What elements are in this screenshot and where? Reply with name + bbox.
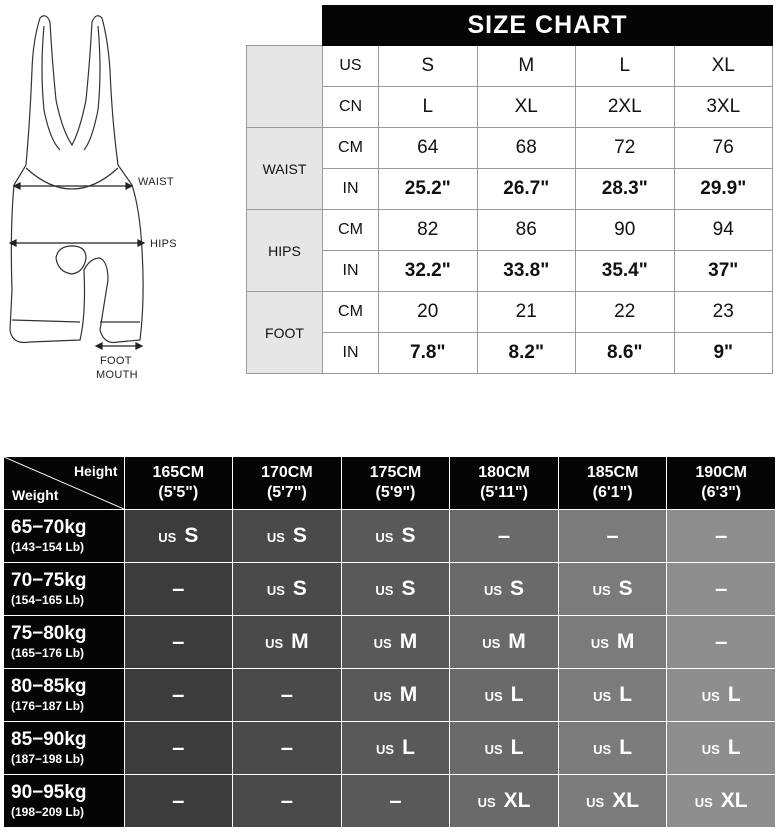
us-size: S (379, 46, 478, 87)
measure-cell: 9" (674, 333, 773, 374)
fit-size: S (401, 524, 416, 547)
fit-size-cell (233, 616, 342, 669)
weight-lb: (143−154 Lb) (11, 540, 85, 554)
no-fit-dash: – (172, 682, 185, 707)
us-prefix: US (266, 583, 285, 598)
fit-size-cell (450, 669, 559, 722)
cn-size: 2XL (576, 87, 675, 128)
fit-size: L (619, 736, 633, 759)
no-fit-dash: – (280, 788, 293, 813)
fit-size-cell (124, 510, 233, 563)
height-column-header: 175CM (5'9") (341, 457, 450, 510)
us-prefix: US (265, 636, 284, 651)
weight-row-header (4, 616, 124, 669)
height-weight-corner (4, 457, 124, 510)
weight-lb: (198−209 Lb) (11, 805, 85, 819)
us-prefix: US (484, 689, 503, 704)
fit-size: S (510, 577, 525, 600)
height-column-header: 170CM (5'7") (233, 457, 342, 510)
fit-size: L (510, 683, 524, 706)
fit-size-cell (233, 722, 342, 775)
us-prefix: US (484, 742, 503, 757)
fit-size-cell (233, 775, 342, 828)
measure-cell: 82 (379, 210, 478, 251)
weight-row-header (4, 722, 124, 775)
fit-row (4, 616, 776, 669)
weight-row-header (4, 563, 124, 616)
weight-kg: 80−85kg (11, 676, 87, 697)
measure-cell: 90 (576, 210, 675, 251)
group-label-foot: FOOT (247, 292, 323, 374)
no-fit-dash: – (280, 682, 293, 707)
us-prefix: US (375, 583, 394, 598)
cn-size: L (379, 87, 478, 128)
measure-cell: 21 (477, 292, 576, 333)
us-label: US (323, 46, 379, 87)
no-fit-dash: – (172, 576, 185, 601)
fit-size: S (618, 577, 633, 600)
fit-size: M (291, 630, 309, 653)
cm-label: CM (323, 292, 379, 333)
fit-size: XL (612, 789, 640, 812)
fit-size-cell (450, 775, 559, 828)
fit-size: L (727, 736, 741, 759)
measure-cell: 20 (379, 292, 478, 333)
fit-size-cell (667, 563, 776, 616)
size-chart-table (246, 5, 773, 374)
measure-cell: 22 (576, 292, 675, 333)
no-fit-dash: – (172, 629, 185, 654)
height-column-header: 180CM (5'11") (450, 457, 559, 510)
fit-row (4, 775, 776, 828)
fit-size-cell (558, 669, 667, 722)
fit-size: M (399, 683, 418, 706)
weight-header-label: Weight (12, 487, 59, 503)
weight-kg: 75−80kg (11, 623, 87, 644)
measure-cell: 26.7" (477, 169, 576, 210)
fit-size: S (292, 577, 307, 600)
no-fit-dash: – (715, 629, 728, 654)
us-size: XL (674, 46, 773, 87)
fit-size: S (184, 524, 199, 547)
waist-label: WAIST (138, 176, 174, 188)
measure-cell: 86 (477, 210, 576, 251)
fit-size: M (508, 630, 526, 653)
fit-size-cell (341, 616, 450, 669)
fit-size: M (399, 630, 418, 653)
fit-size-cell (667, 775, 776, 828)
fit-size-cell (341, 775, 450, 828)
us-prefix: US (593, 689, 612, 704)
measure-cell: 35.4" (576, 251, 675, 292)
us-prefix: US (694, 795, 713, 810)
fit-size-cell (558, 510, 667, 563)
fit-size-cell (558, 616, 667, 669)
hips-label: HIPS (150, 238, 177, 250)
size-chart-title: SIZE CHART (323, 6, 773, 46)
measure-cell: 32.2" (379, 251, 478, 292)
measure-cell: 8.2" (477, 333, 576, 374)
cn-size: XL (477, 87, 576, 128)
in-label: IN (323, 333, 379, 374)
us-prefix: US (483, 583, 503, 598)
weight-kg: 90−95kg (11, 782, 87, 803)
no-fit-dash: – (715, 576, 728, 601)
fit-row (4, 563, 776, 616)
fit-size-cell (450, 510, 559, 563)
weight-row-header (4, 669, 124, 722)
weight-row-header (4, 775, 124, 828)
fit-size: S (401, 577, 416, 600)
no-fit-dash: – (172, 735, 185, 760)
fit-size-cell (124, 722, 233, 775)
no-fit-dash: – (280, 735, 293, 760)
weight-lb: (165−176 Lb) (11, 646, 85, 660)
cm-label: CM (323, 210, 379, 251)
measure-cell: 25.2" (379, 169, 478, 210)
us-prefix: US (373, 636, 392, 651)
fit-size: L (727, 683, 741, 706)
us-prefix: US (701, 689, 720, 704)
no-fit-dash: – (715, 523, 728, 548)
us-prefix: US (477, 795, 496, 810)
us-prefix: US (158, 530, 177, 545)
mouth-label: MOUTH (96, 369, 138, 381)
fit-size-cell (341, 669, 450, 722)
fit-size-cell (667, 669, 776, 722)
fit-size-cell (341, 563, 450, 616)
fit-size-cell (233, 669, 342, 722)
in-label: IN (323, 169, 379, 210)
weight-row-header (4, 510, 124, 563)
height-weight-fit-table (4, 457, 776, 828)
measure-cell: 33.8" (477, 251, 576, 292)
us-prefix: US (376, 742, 395, 757)
fit-size: L (510, 736, 524, 759)
bib-shorts-outline-icon (0, 0, 245, 400)
weight-lb: (154−165 Lb) (11, 593, 85, 607)
fit-size-cell (124, 775, 233, 828)
fit-size: L (619, 683, 633, 706)
measure-cell: 7.8" (379, 333, 478, 374)
us-prefix: US (593, 742, 612, 757)
us-size: L (576, 46, 675, 87)
us-prefix: US (590, 636, 609, 651)
in-label: IN (323, 251, 379, 292)
group-label-waist: WAIST (247, 128, 323, 210)
fit-row (4, 669, 776, 722)
weight-lb: (176−187 Lb) (11, 699, 85, 713)
cm-label: CM (323, 128, 379, 169)
fit-size: XL (503, 789, 531, 812)
weight-kg: 65−70kg (11, 517, 87, 538)
measure-cell: 94 (674, 210, 773, 251)
fit-size-cell (450, 616, 559, 669)
fit-size-cell (558, 775, 667, 828)
cn-size: 3XL (674, 87, 773, 128)
no-fit-dash: – (389, 788, 402, 813)
fit-size-cell (341, 510, 450, 563)
us-prefix: US (373, 689, 392, 704)
weight-lb: (187−198 Lb) (11, 752, 85, 766)
height-column-header: 165CM (5'5") (124, 457, 233, 510)
measure-cell: 23 (674, 292, 773, 333)
fit-size-cell (124, 563, 233, 616)
fit-size-cell (233, 510, 342, 563)
fit-header-row (4, 457, 776, 510)
us-prefix: US (375, 530, 394, 545)
measure-cell: 37" (674, 251, 773, 292)
us-prefix: US (701, 742, 720, 757)
us-prefix: US (482, 636, 501, 651)
measure-cell: 8.6" (576, 333, 675, 374)
us-prefix: US (266, 530, 285, 545)
no-fit-dash: – (497, 523, 511, 548)
fit-size-cell (341, 722, 450, 775)
fit-size-cell (667, 510, 776, 563)
us-prefix: US (586, 795, 605, 810)
fit-size-cell (124, 616, 233, 669)
measure-cell: 68 (477, 128, 576, 169)
size-chart-corner (247, 46, 323, 128)
fit-row (4, 510, 776, 563)
measure-cell: 28.3" (576, 169, 675, 210)
group-label-hips: HIPS (247, 210, 323, 292)
measure-cell: 64 (379, 128, 478, 169)
height-header-label: Height (73, 463, 118, 479)
height-column-header: 185CM (6'1") (558, 457, 667, 510)
fit-row (4, 722, 776, 775)
measure-cell: 29.9" (674, 169, 773, 210)
measure-cell: 76 (674, 128, 773, 169)
fit-size: S (292, 524, 307, 547)
no-fit-dash: – (172, 788, 185, 813)
fit-size-cell (667, 616, 776, 669)
fit-size-cell (124, 669, 233, 722)
us-size: M (477, 46, 576, 87)
fit-size: XL (720, 789, 748, 812)
fit-size: M (616, 630, 635, 653)
no-fit-dash: – (606, 523, 619, 548)
fit-size-cell (233, 563, 342, 616)
measure-cell: 72 (576, 128, 675, 169)
fit-size-cell (667, 722, 776, 775)
weight-kg: 85−90kg (11, 729, 87, 750)
fit-size: L (402, 736, 415, 759)
cn-label: CN (323, 87, 379, 128)
foot-label: FOOT (100, 355, 132, 367)
fit-size-cell (450, 722, 559, 775)
us-prefix: US (592, 583, 611, 598)
fit-size-cell (558, 563, 667, 616)
fit-size-cell (450, 563, 559, 616)
bib-shorts-diagram (0, 0, 245, 400)
fit-size-cell (558, 722, 667, 775)
height-column-header: 190CM (6'3") (667, 457, 776, 510)
weight-kg: 70−75kg (11, 570, 87, 591)
